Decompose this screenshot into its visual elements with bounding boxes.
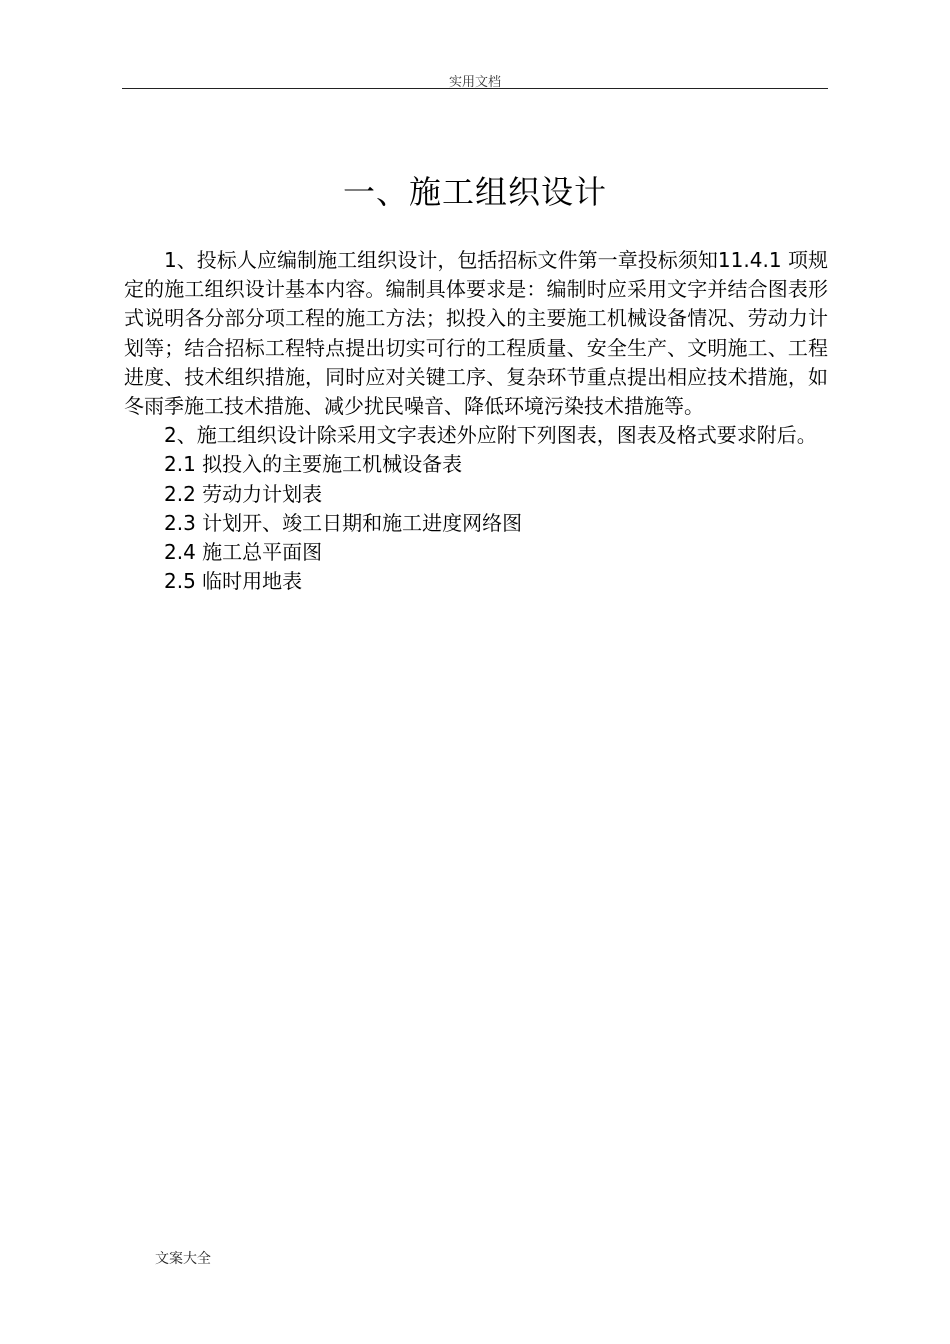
paragraph-1: 1、投标人应编制施工组织设计，包括招标文件第一章投标须知11.4.1 项规定的施工组织设计基本内容。编制具体要求是：编制时应采用文字并结合图表形式说明各分部分项工程的施工方法；拟投入的主要施工机械设备情况、劳动力计划等；结合招标工程特点提出切实可行的工程质量、安全生产、文明施工、工程进度、技术组织措施，同时应对关键工序、复杂环节重点提出相应技术措施，如冬雨季施工技术措施、减少扰民噪音、降低环境污染技术措施等。: [124, 248, 828, 419]
document-body: [124, 246, 828, 596]
list-item-2-3: 2.3 计划开、竣工日期和施工进度网络图: [164, 510, 523, 535]
list-item-2-1: 2.1 拟投入的主要施工机械设备表: [164, 452, 463, 477]
page-header: 实用文档: [448, 75, 501, 90]
page-footer: 文案大全: [155, 1251, 211, 1267]
paragraph-2: 2、施工组织设计除采用文字表述外应附下列图表，图表及格式要求附后。: [164, 423, 817, 448]
list-item-2-4: 2.4 施工总平面图: [164, 540, 323, 565]
list-item-2-5: 2.5 临时用地表: [164, 569, 303, 594]
section-title: 一、施工组织设计: [342, 173, 607, 211]
list-item-2-2: 2.2 劳动力计划表: [164, 481, 323, 506]
header-rule: [122, 88, 828, 89]
